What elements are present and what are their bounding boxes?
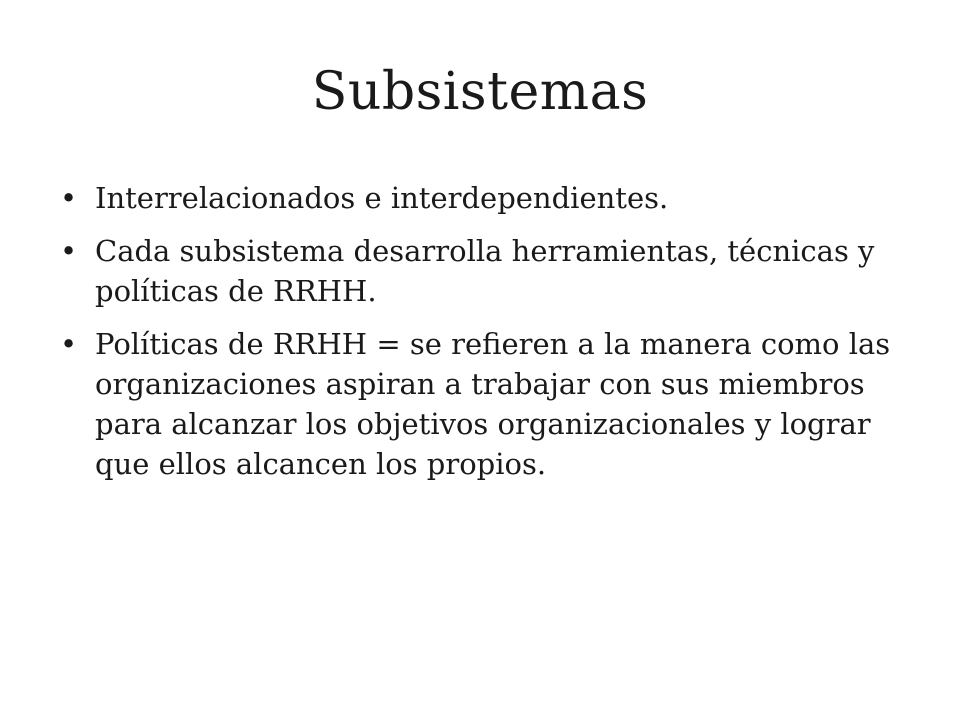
- bullet-list: [60, 178, 920, 497]
- bullet-item: [60, 231, 920, 311]
- bullet-item: [60, 178, 920, 218]
- bullet-icon: •: [60, 234, 78, 268]
- bullet-text: Políticas de RRHH = se refieren a la manera como las organizaciones aspiran a trabajar con sus miembros para alcanzar los objetivos organizacionales y lograr que ellos alcancen los propios.: [95, 327, 891, 481]
- bullet-text: Cada subsistema desarrolla herramientas, técnicas y políticas de RRHH.: [95, 234, 875, 308]
- bullet-icon: •: [60, 327, 78, 361]
- slide-title: Subsistemas: [311, 62, 649, 122]
- bullet-icon: •: [60, 181, 78, 215]
- bullet-text: Interrelacionados e interdependientes.: [95, 181, 669, 215]
- bullet-item: [60, 324, 920, 484]
